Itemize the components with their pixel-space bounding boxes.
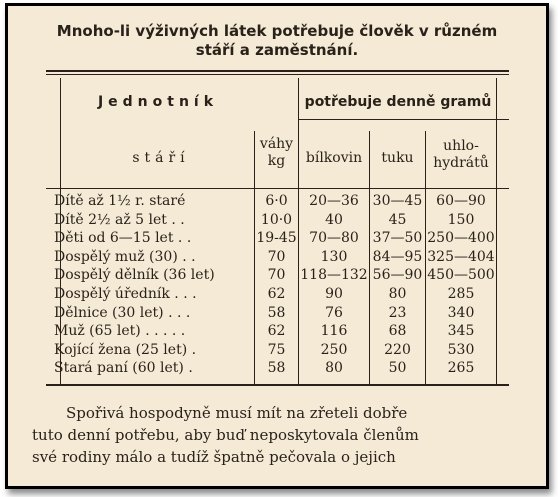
row-carb: 150 [447,211,475,228]
row-protein: 70—80 [309,230,359,247]
header-protein: bílkovin [305,150,363,166]
table-row [8,248,546,266]
table-row [8,211,546,229]
row-weight: 58 [267,304,286,321]
row-label: Dospělý úředník . . . [54,286,197,302]
paragraph-line-1: Spořivá hospodyně musí mít na zřeteli dobře [66,404,408,422]
row-protein: 130 [320,248,348,265]
header-fat: tuku [381,150,414,166]
table-row [8,192,546,210]
row-fat: 220 [384,341,411,358]
row-fat: 37—50 [372,230,423,247]
row-carb: 530 [447,341,475,358]
row-label: Kojící žena (25 let) . [54,341,197,358]
row-weight: 6·0 [265,193,288,209]
row-label: Stará paní (60 let) . [54,360,193,377]
table-row [8,266,546,284]
page-title-line-2: stáří a zaměstnání. [195,41,359,59]
row-label: Dítě 2½ až 5 let . . [54,211,185,228]
header-bottom-rule [46,188,509,189]
page-title-line-1: Mnoho-li výživných látek potřebuje člověk v různém [56,22,498,40]
page-frame [5,3,549,489]
row-protein: 40 [325,211,343,228]
row-fat: 84—95 [372,248,423,265]
row-carb: 450—500 [427,267,495,284]
row-protein: 20—36 [309,193,359,209]
row-weight: 70 [267,248,286,265]
header-carb-line-2: hydrátů [433,155,489,171]
row-carb: 60—90 [436,193,486,209]
row-label: Dospělý dělník (36 let) [54,267,215,284]
row-protein: 80 [325,360,343,377]
row-weight: 62 [267,286,286,302]
header-weight-line-1: váhy [259,136,294,152]
row-weight: 58 [267,360,286,377]
table-top-rule-thin [46,74,509,75]
row-label: Dítě až 1½ r. staré [54,193,186,209]
table-row [8,341,546,359]
row-fat: 80 [388,286,407,302]
row-weight: 19-45 [256,230,297,247]
row-label: Dospělý muž (30) . . [54,248,196,265]
row-label: Dělnice (30 let) . . . [54,304,191,321]
paragraph-line-2: tuto denní potřebu, aby buď neposkytovala členům [32,426,419,444]
header-age: stáří [132,150,190,166]
row-protein: 116 [320,323,348,340]
row-carb: 285 [447,286,475,302]
row-fat: 50 [388,360,407,377]
row-protein: 90 [325,286,343,302]
header-weight-line-2: kg [267,153,286,169]
row-carb: 340 [447,304,475,321]
row-label: Muž (65 let) . . . . . [54,323,186,340]
table-row [8,359,546,377]
row-protein: 250 [320,341,348,358]
table-top-rule [46,70,509,72]
row-fat: 45 [388,211,407,228]
row-fat: 56—90 [372,267,423,284]
row-weight: 10·0 [260,211,293,228]
row-fat: 30—45 [372,193,423,209]
row-carb: 265 [447,360,475,377]
header-need: potřebuje denně gramů [304,94,492,110]
table-row [8,304,546,322]
paragraph-line-3: své rodiny málo a tudíž špatně pečovala o jejich [32,448,396,466]
row-carb: 325—404 [427,248,495,265]
row-fat: 68 [388,323,407,340]
row-label: Děti od 6—15 let . . [54,230,192,247]
row-protein: 76 [325,304,343,321]
row-fat: 23 [388,304,407,321]
header-unit: Jednotník [97,94,219,110]
row-protein: 118—132 [300,267,368,284]
table-bottom-rule [46,384,509,386]
table-row [8,285,546,303]
row-weight: 70 [267,267,286,284]
row-carb: 250—400 [427,230,495,247]
header-carb-line-1: uhlo- [443,138,479,154]
row-carb: 345 [447,323,475,340]
table-row [8,229,546,247]
row-weight: 62 [267,323,286,340]
table-row [8,322,546,340]
row-weight: 75 [267,341,286,358]
header-divider-rule [298,119,509,120]
